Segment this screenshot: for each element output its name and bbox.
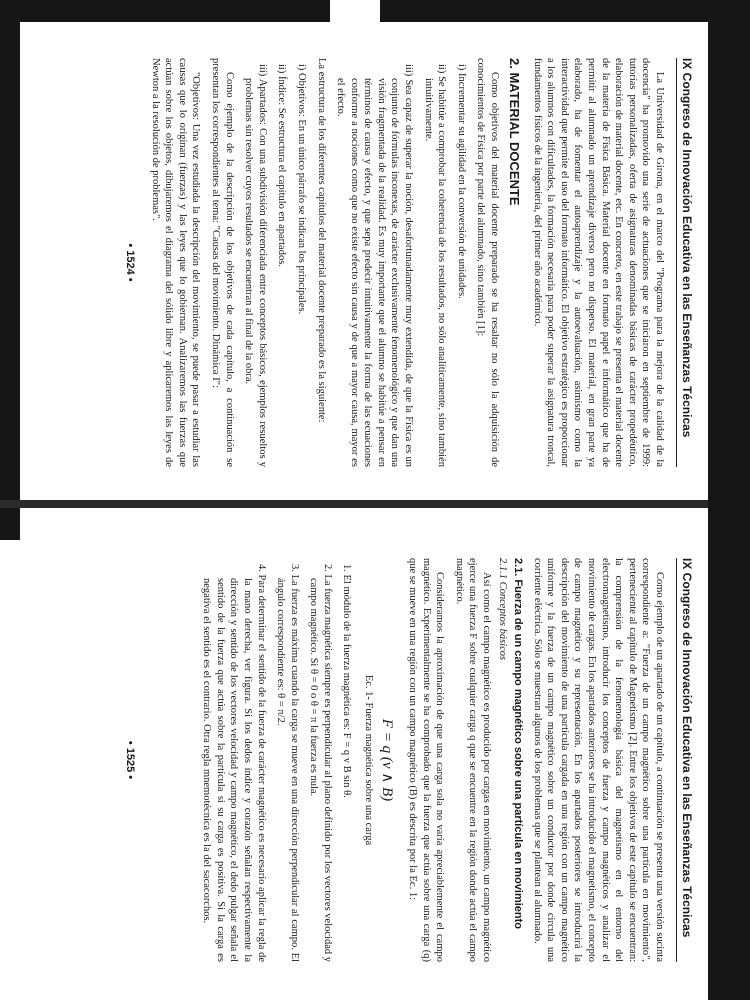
scan-border-top bbox=[380, 0, 750, 22]
property-item: 2. La fuerza magnética siempre es perpendicular al plano definido por los vectores velocidad y campo magnético. Si θ = 0 o θ = π la fuerza es nula. bbox=[308, 564, 333, 962]
section-title: 2. MATERIAL DOCENTE bbox=[507, 58, 523, 206]
scan-border-left bbox=[0, 0, 20, 540]
intro-paragraph: La Universidad de Girona, en el marco del "Programa para la mejora de la calidad de la docencia" ha promovido una serie de actuaciones que se iniciaron en septiembre de 1999: tutorías personalizadas, oferta de asignaturas denominadas básicas de carácter propedéutico, elaboración de material docente, etc. En concreto, en este trabajo se presenta el material docente de la materia de Física Básica. Material docente en formato papel e informático que ha de permitir al alumnado un aprendizaje diverso pero no disperso. El material, en gran parte ya elaborado, ha de fomentar el autoaprendizaje y la autoevaluación, asimismo como la interactividad que permite el uso del formato informático. El objetivo estratégico es proporcionar a los alumnos con dificultades, la formación necesaria para poder superar la asignatura troncal, fundamentos físicos de la ingeniería, del primer año académico. bbox=[531, 58, 665, 467]
page-1525 bbox=[120, 540, 700, 980]
lorentz-force-formula: F = q (v ∧ B) bbox=[379, 718, 396, 802]
objective-item: iii) Sea capaz de superar la noción, desafortunadamente muy extendida, de que la Física es un conjunto de fórmulas inconexas, de carácter exclusivamente fenomenológico y que dan una visión fragmentada de la realidad. Es muy importante que el alumno se habitúe a pensar en términos de causa y efecto, y que sepa predecir intuitivamente la forma de las ecuaciones conforme a nociones como que no existe efecto sin causa y de que a mayor causa, mayor es el efecto. bbox=[335, 64, 415, 467]
subsection-title: 2.1. Fuerza de un campo magnético sobre una partícula en movimiento bbox=[512, 558, 525, 930]
scan-border-top bbox=[0, 0, 330, 22]
page-number: • 1524 • bbox=[124, 243, 136, 282]
example-quote: "Objetivos: Una vez estudiada la descripción del movimiento, se puede pasar a estudiar las causas que lo originan (fuerzas) y las leyes que lo gobiernan. Analizaremos las fuerzas que actúan sobre los objetos, dibujaremos el diagrama del sólido libre y aplicaremos las leyes de Newton a la resolución de problemas". bbox=[149, 58, 202, 467]
structure-item: iii) Apartados: Con una subdivisión diferenciada entre conceptos básicos, ejemplos resueltos y problemas sin resolver cuyos resultados se encuentran al final de la obra. bbox=[243, 64, 268, 467]
formula-caption: Ec. 1- Fuerza magnética sobre una carga bbox=[363, 674, 375, 846]
property-item: 4. Para determinar el sentido de la fuerza de carácter magnético es necesario aplicar la regla de la mano derecha, ver figura. Si los dedos índice y corazón señalan respectivamente la dirección y sentido de los vectores velocidad y campo magnético, el dedo pulgar señala el sentido de la fuerza que actúa sobre la partícula si su carga es positiva. Si la carga es negativa el sentido es el contrario. Otra regla mnemotécnica es la del sacacorchos. bbox=[201, 564, 267, 962]
example-intro: Como ejemplo de la descripción de los objetivos de cada capítulo, a continuación se presentan los correspondientes al tema: "Causas del movimiento. Dinámica I": bbox=[209, 58, 235, 467]
book-gutter bbox=[0, 500, 708, 508]
running-header: IX Congreso de Innovación Educativa en las Enseñanzas Técnicas bbox=[676, 58, 694, 467]
page-number: • 1525 • bbox=[124, 740, 136, 780]
structure-intro: La estructura de los diferentes capítulos del material docente preparado es la siguiente: bbox=[315, 58, 327, 423]
page-1524 bbox=[120, 40, 700, 485]
property-item: 3. La fuerza es máxima cuando la carga se mueve en una dirección perpendicular al campo. El ángulo correspondiente es: θ = π/2. bbox=[275, 564, 300, 962]
scan-border-right bbox=[708, 0, 750, 1000]
consider-paragraph: Consideramos la aproximación de que una carga sola no varía apreciablemente el campo magnético. Experimentalmente se ha comprobado que la fuerza que actúa sobre una carga (q) que se mueve en una región con un campo magnético (B) es descrita por la Ec. 1: bbox=[407, 558, 446, 962]
objective-item: ii) Se habitúe a comprobar la coherencia de los resultados, no sólo analíticamente, sino también intuitivamente. bbox=[422, 64, 448, 467]
objective-item: i) Incrementar su agilidad en la conversión de unidades. bbox=[455, 64, 467, 299]
structure-item: ii) Índice: Se estructura el capítulo en apartados. bbox=[276, 64, 288, 267]
section-intro: Como objetivos del material docente preparado se ha resaltar no sólo la adquisición de conocimientos de Física por parte del alumnado, sino también [1]: bbox=[475, 58, 501, 467]
structure-item: i) Objetivos: En un único párrafo se indican los principales. bbox=[295, 64, 307, 315]
running-header: IX Congreso de Innovación Educativa en las Enseñanzas Técnicas bbox=[676, 558, 694, 962]
property-item: 1. El módulo de la fuerza magnética es: F = q v B sin θ. bbox=[341, 564, 353, 798]
subsubsection-title: 2.1.1 Conceptos básicos bbox=[497, 558, 509, 661]
intro-paragraph: Como ejemplo de un apartado de un capítulo, a continuación se presenta una versión sucinta correspondiente a: "Fuerza de un campo magnético sobre una partícula en movimiento", perteneciente al capítulo de Magnetismo [2]. Entre los objetivos de este capítulo se encuentran: la comprensión de la fenomenología básica del magnetismo en el entorno del electromagnetismo, introducir los conceptos de fuerza y campo magnéticos y analizar el movimiento de cargas. En los apartados anteriores se ha introducido el magnetismo, el concepto de campo magnético y su representación. En los apartados posteriores se introducirá la descripción del movimiento de una partícula cargada en una región con un campo magnético uniforme y la fuerza de un campo magnético sobre un conductor por donde circula una corriente eléctrica. Sólo se muestran algunos de los problemas que se plantean al alumnado. bbox=[531, 558, 665, 962]
basic-concepts-paragraph: Así como el campo magnético es producido por cargas en movimiento, un campo magnético ejerce una fuerza F sobre cualquier carga q que se encuentre en la región donde actúa el campo magnético. bbox=[453, 558, 493, 962]
